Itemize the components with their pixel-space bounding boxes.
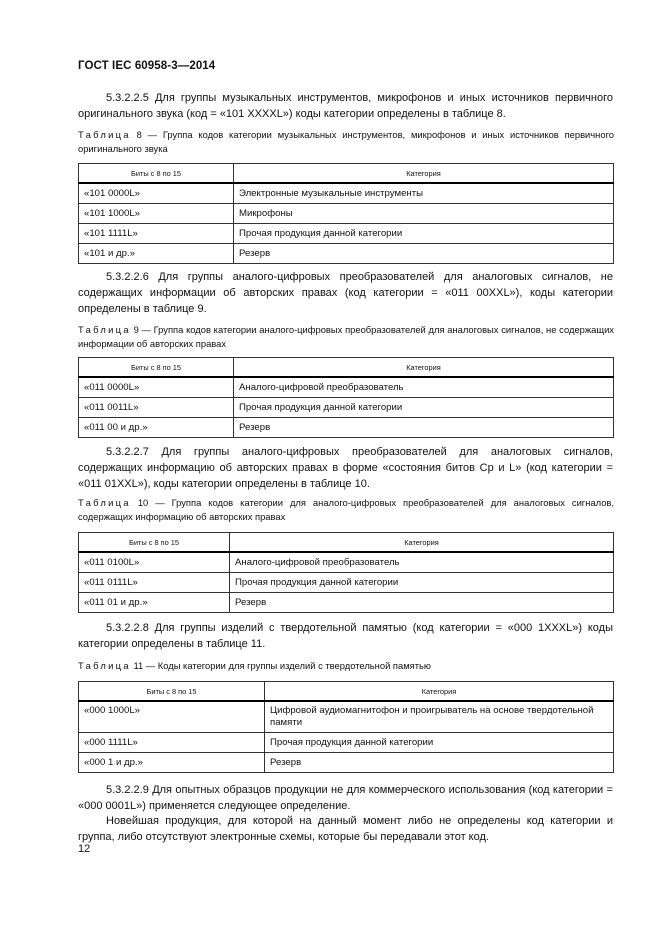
category-cell: Микрофоны [234,204,614,224]
table-row [79,573,614,593]
bits-cell: «011 0011L» [79,398,234,418]
table-10-caption [78,496,614,523]
category-cell: Прочая продукция данной категории [265,733,614,753]
table-row [79,593,614,613]
table-row [79,204,614,224]
category-cell: Резерв [230,593,614,613]
bits-cell: «101 и др.» [79,244,234,264]
category-cell: Резерв [234,418,614,438]
bits-cell: «011 01 и др.» [79,593,230,613]
table-header-row [79,164,614,184]
table-8 [78,163,614,264]
column-header-bits: Биты с 8 по 15 [79,164,234,184]
category-cell: Прочая продукция данной категории [234,224,614,244]
category-cell: Аналого-цифровой преобразователь [234,377,614,398]
table-9-caption-label: Таблица [78,324,131,335]
bits-cell: «011 0100L» [79,552,230,573]
bits-cell: «000 1000L» [79,701,265,733]
bits-cell: «000 1 и др.» [79,753,265,773]
column-header-bits: Биты с 8 по 15 [79,533,230,553]
table-8-caption [78,128,614,155]
page-number: 12 [78,843,91,855]
table-9-caption-text: 9 — Группа кодов категории аналого-цифровых преобразователей для аналоговых сигналов, не содержащих информации об авторских правах [78,324,614,349]
category-cell: Резерв [234,244,614,264]
category-cell: Аналого-цифровой преобразователь [230,552,614,573]
bits-cell: «101 1000L» [79,204,234,224]
table-9 [78,357,614,438]
paragraph-5-3-2-2-5: 5.3.2.2.5 Для группы музыкальных инструментов, микрофонов и иных источников первичного оригинального звука (код = «101 XXXXL») коды категории определены в таблице 8. [78,92,613,121]
table-header-row [79,533,614,553]
category-cell: Резерв [265,753,614,773]
column-header-bits: Биты с 8 по 15 [79,358,234,378]
paragraph-5-3-2-2-7: 5.3.2.2.7 Для группы аналого-цифровых преобразователей для аналоговых сигналов, содержащих информацию об авторских правах в форме «состояния битов Cp и L» (код категории = «011 01XXL»), коды категории определены в таблице 10. [78,446,613,491]
paragraph-5-3-2-2-9: 5.3.2.2.9 Для опытных образцов продукции не для коммерческого использования (код категории = «000 0001L») применяется следующее определение. [78,784,613,813]
table-10-caption-text: 10 — Группа кодов категории для аналого-цифровых преобразователей для аналоговых сигналов, содержащих информацию об авторских правах [78,497,614,522]
table-row [79,733,614,753]
category-cell: Прочая продукция данной категории [230,573,614,593]
table-11-caption [78,659,614,673]
table-row [79,224,614,244]
table-row [79,552,614,573]
table-10 [78,532,614,613]
table-row [79,183,614,204]
bits-cell: «000 1111L» [79,733,265,753]
table-header-row [79,358,614,378]
category-cell: Цифровой аудиомагнитофон и проигрыватель на основе твердотельной памяти [265,701,614,733]
paragraph-5-3-2-2-8: 5.3.2.2.8 Для группы изделий с твердотельной памятью (код категории = «000 1XXXL») коды категории определены в таблице 11. [78,622,613,651]
category-cell: Прочая продукция данной категории [234,398,614,418]
bits-cell: «011 0000L» [79,377,234,398]
table-row [79,418,614,438]
column-header-category: Категория [230,533,614,553]
column-header-bits: Биты с 8 по 15 [79,682,265,702]
column-header-category: Категория [265,682,614,702]
bits-cell: «101 0000L» [79,183,234,204]
document-header: ГОСТ IEC 60958-3—2014 [78,60,216,72]
table-10-caption-label: Таблица [78,497,131,508]
table-8-caption-text: 8 — Группа кодов категории музыкальных инструментов, микрофонов и иных источников первичного оригинального звука [78,129,614,154]
table-row [79,377,614,398]
column-header-category: Категория [234,164,614,184]
table-row [79,701,614,733]
table-11-caption-label: Таблица [78,660,131,671]
table-8-caption-label: Таблица [78,129,131,140]
table-9-caption [78,323,614,350]
paragraph-5-3-2-2-6: 5.3.2.2.6 Для группы аналого-цифровых преобразователей для аналоговых сигналов, не содержащих информации об авторских правах (код категории = «011 00XXL»), коды категории определены в таблице 9. [78,271,613,316]
table-header-row [79,682,614,702]
table-row [79,398,614,418]
table-11-caption-text: 11 — Коды категории для группы изделий с твердотельной памятью [130,660,431,671]
column-header-category: Категория [234,358,614,378]
bits-cell: «101 1111L» [79,224,234,244]
category-cell: Электронные музыкальные инструменты [234,183,614,204]
bits-cell: «011 00 и др.» [79,418,234,438]
table-row [79,244,614,264]
table-11 [78,681,614,773]
paragraph-definition: Новейшая продукция, для которой на данный момент либо не определены код категории и группа, либо отсутствуют электронные схемы, которые бы передавали этот код. [78,815,613,844]
bits-cell: «011 0111L» [79,573,230,593]
table-row [79,753,614,773]
